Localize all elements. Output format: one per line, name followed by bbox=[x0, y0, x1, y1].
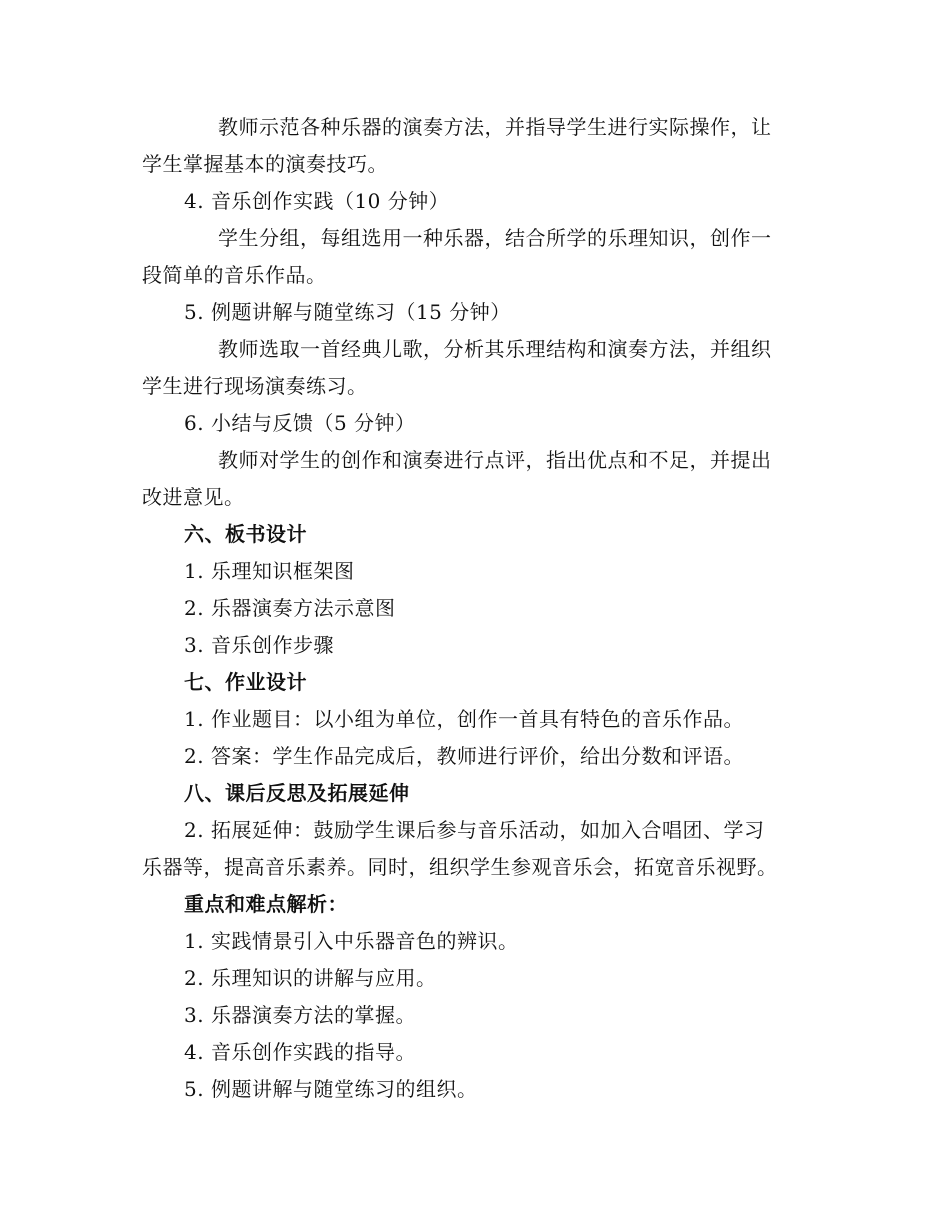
list-item: 1. 实践情景引入中乐器音色的辨识。 bbox=[184, 929, 519, 953]
list-item: 2. 乐器演奏方法示意图 bbox=[184, 596, 396, 620]
paragraph-line: 学生进行现场演奏练习。 bbox=[142, 374, 368, 398]
list-item: 1. 作业题目：以小组为单位，创作一首具有特色的音乐作品。 bbox=[184, 707, 744, 731]
list-item: 5. 例题讲解与随堂练习的组织。 bbox=[184, 1077, 478, 1101]
step-heading: 4. 音乐创作实践（10 分钟） bbox=[184, 189, 450, 213]
paragraph-line: 学生分组，每组选用一种乐器，结合所学的乐理知识，创作一 bbox=[218, 226, 772, 250]
section-heading: 六、板书设计 bbox=[184, 522, 307, 546]
paragraph-line: 教师选取一首经典儿歌，分析其乐理结构和演奏方法，并组织 bbox=[218, 337, 772, 361]
step-heading: 5. 例题讲解与随堂练习（15 分钟） bbox=[184, 300, 511, 324]
paragraph-line: 乐器等，提高音乐素养。同时，组织学生参观音乐会，拓宽音乐视野。 bbox=[142, 855, 778, 879]
step-heading: 6. 小结与反馈（5 分钟） bbox=[184, 411, 416, 435]
list-item: 2. 答案：学生作品完成后，教师进行评价，给出分数和评语。 bbox=[184, 744, 744, 768]
paragraph-line: 段简单的音乐作品。 bbox=[142, 263, 327, 287]
list-item: 2. 乐理知识的讲解与应用。 bbox=[184, 966, 437, 990]
paragraph-line: 教师示范各种乐器的演奏方法，并指导学生进行实际操作，让 bbox=[218, 115, 772, 139]
paragraph-line: 教师对学生的创作和演奏进行点评，指出优点和不足，并提出 bbox=[218, 448, 772, 472]
list-item: 3. 音乐创作步骤 bbox=[184, 633, 334, 657]
section-heading: 七、作业设计 bbox=[184, 670, 307, 694]
paragraph-line: 2. 拓展延伸：鼓励学生课后参与音乐活动，如加入合唱团、学习 bbox=[184, 818, 765, 842]
paragraph-line: 改进意见。 bbox=[142, 485, 245, 509]
list-item: 1. 乐理知识框架图 bbox=[184, 559, 355, 583]
list-item: 4. 音乐创作实践的指导。 bbox=[184, 1040, 416, 1064]
section-heading: 八、课后反思及拓展延伸 bbox=[184, 781, 410, 805]
section-heading: 重点和难点解析： bbox=[184, 892, 348, 916]
list-item: 3. 乐器演奏方法的掌握。 bbox=[184, 1003, 416, 1027]
paragraph-line: 学生掌握基本的演奏技巧。 bbox=[142, 152, 388, 176]
